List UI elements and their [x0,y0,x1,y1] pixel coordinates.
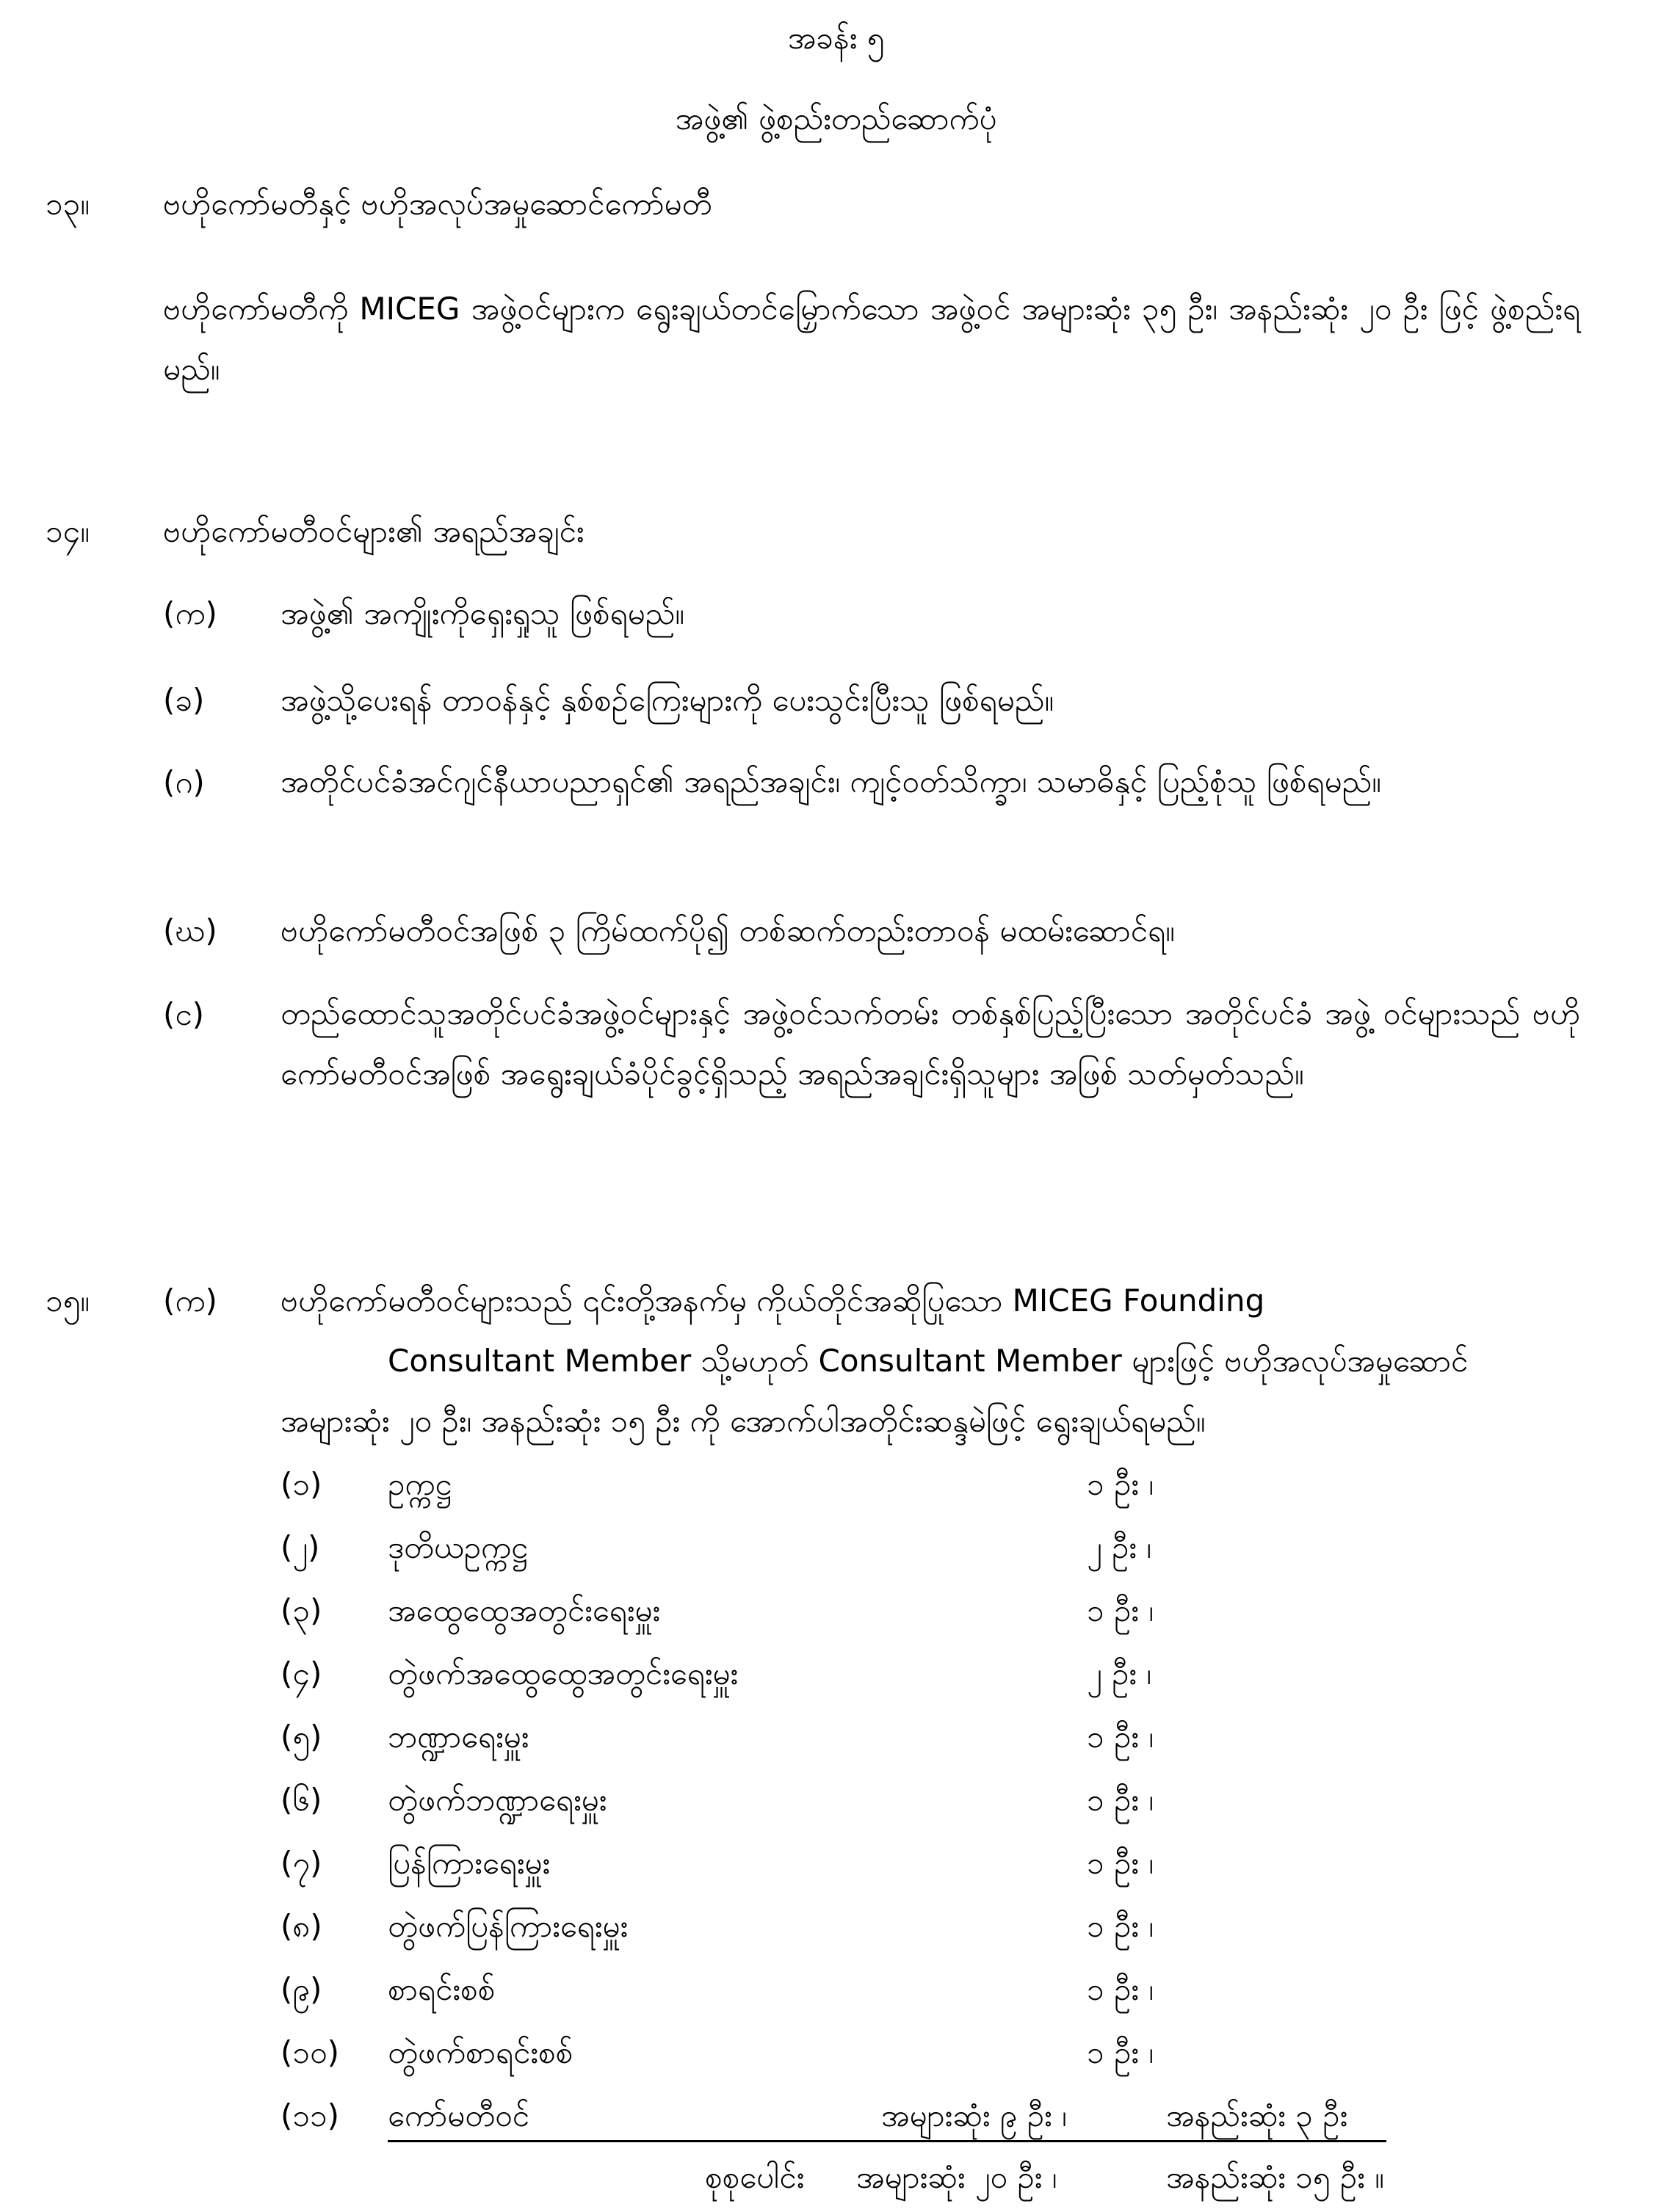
section-heading: ဗဟိုကော်မတီဝင်များ၏ အရည်အချင်း [163,513,585,549]
section-paragraph: ဗဟိုကော်မတီကို MICEG အဖွဲ့ဝင်များက ရွေးချယ်တင်မြှောက်သော အဖွဲ့ဝင် အများဆုံး ၃၅ ဦး၊ အနည်းဆုံး ၂၀ ဦး ဖြင့် ဖွဲ့စည်းရမည်။ [163,291,1581,387]
position-count: ၂ ဦး ၊ [1087,1529,1151,1565]
position-count: ၁ ဦး ၊ [1087,1845,1154,1881]
position-count: ၁ ဦး ၊ [1087,1719,1154,1755]
position-number: (၁၁) [281,2097,340,2133]
position-title: ဘဏ္ဍာရေးမှူး [388,1719,529,1755]
section-intro-line: အများဆုံး ၂၀ ဦး၊ အနည်းဆုံး ၁၅ ဦး ကို အောက်ပါအတိုင်းဆန္ဒမဲဖြင့် ရွေးချယ်ရမည်။ [281,1403,1206,1439]
position-number: (၇) [281,1845,322,1881]
position-count: ၂ ဦး ၊ [1087,1656,1151,1691]
position-title: အထွေထွေအတွင်းရေးမှူး [388,1592,661,1628]
position-title: ကော်မတီဝင် [388,2097,529,2133]
position-max-count: အများဆုံး ၉ ဦး ၊ [881,2097,1067,2133]
section-intro-line: ဗဟိုကော်မတီဝင်များသည် ၎င်းတို့အနက်မှ ကိုယ်တိုင်အဆိုပြုသော MICEG Founding [281,1283,1265,1319]
position-count: ၁ ဦး ၊ [1087,2034,1154,2070]
position-number: (၄) [281,1656,322,1691]
item-label: (ခ) [163,682,205,718]
total-label: စုစုပေါင်း [705,2159,805,2195]
total-max: အများဆုံး ၂၀ ဦး ၊ [856,2159,1057,2195]
position-number: (၅) [281,1719,322,1755]
item-label: (က) [163,595,217,631]
section-heading: ဗဟိုကော်မတီနှင့် ဗဟိုအလုပ်အမှုဆောင်ကော်မတီ [163,186,712,222]
position-number: (၉) [281,1971,322,2007]
position-count: ၁ ဦး ၊ [1087,1592,1154,1628]
position-title: တွဲဖက်စာရင်းစစ် [388,2034,573,2070]
position-title: ဒုတိယဥက္ကဋ္ဌ [388,1529,528,1565]
item-label: (ဂ) [163,764,205,800]
item-text: တည်ထောင်သူအတိုင်ပင်ခံအဖွဲ့ဝင်များနှင့် အဖွဲ့ဝင်သက်တမ်း တစ်နှစ်ပြည့်ပြီးသော အတိုင်ပင်ခံ အဖွဲ့ ဝင်များသည် ဗဟိုကော်မတီဝင်အဖြစ် အရွေးချယ်ခံပိုင်ခွင့်ရှိသည့် အရည်အချင်းရှိသူများ အဖြစ် သတ်မှတ်သည်။ [281,996,1580,1092]
position-count: ၁ ဦး ၊ [1087,1908,1154,1944]
item-text: အတိုင်ပင်ခံအင်ဂျင်နီယာပညာရှင်၏ အရည်အချင်း၊ ကျင့်ဝတ်သိက္ခာ၊ သမာဓိနှင့် ပြည့်စုံသူ ဖြစ်ရမည်။ [281,764,1381,799]
position-count: ၁ ဦး ၊ [1087,1782,1154,1818]
section-number: ၁၄။ [46,513,90,549]
section-number: ၁၅။ [46,1283,90,1319]
item-text: ဗဟိုကော်မတီဝင်အဖြစ် ၃ ကြိမ်ထက်ပို၍ တစ်ဆက်တည်းတာဝန် မထမ်းဆောင်ရ။ [281,913,1175,949]
chapter-title: အဖွဲ့၏ ဖွဲ့စည်းတည်ဆောက်ပုံ [675,101,997,137]
position-number: (၁၀) [281,2034,340,2070]
section-intro-line: Consultant Member သို့မဟုတ် Consultant Member များဖြင့် ဗဟိုအလုပ်အမှုဆောင် [388,1343,1469,1379]
chapter-number: အခန်း ၅ [787,20,885,56]
position-title: ဥက္ကဋ္ဌ [388,1466,452,1502]
position-title: တွဲဖက်ပြန်ကြားရေးမှူး [388,1908,629,1944]
total-min: အနည်းဆုံး ၁၅ ဦး ။ [1166,2159,1384,2195]
section-number: ၁၃။ [46,186,90,222]
position-min-count: အနည်းဆုံး ၃ ဦး [1166,2097,1348,2133]
position-title: တွဲဖက်အထွေထွေအတွင်းရေးမှူး [388,1656,739,1691]
position-title: စာရင်းစစ် [388,1971,496,2007]
position-title: တွဲဖက်ဘဏ္ဍာရေးမှူး [388,1782,607,1818]
position-number: (၃) [281,1592,322,1628]
item-text: အဖွဲ့သို့ပေးရန် တာဝန်နှင့် နှစ်စဉ်ကြေးများကို ပေးသွင်းပြီးသူ ဖြစ်ရမည်။ [281,682,1054,718]
position-number: (၂) [281,1529,320,1565]
position-number: (၁) [281,1466,322,1502]
item-label: (င) [163,996,205,1032]
position-count: ၁ ဦး ၊ [1087,1466,1154,1502]
position-count: ၁ ဦး ၊ [1087,1971,1154,2007]
item-text: အဖွဲ့၏ အကျိုးကိုရှေးရှုသူ ဖြစ်ရမည်။ [281,595,684,631]
position-number: (၆) [281,1782,322,1818]
item-label: (က) [163,1283,217,1319]
item-label: (ဃ) [163,913,217,949]
position-title: ပြန်ကြားရေးမှူး [388,1845,551,1881]
position-number: (၈) [281,1908,322,1944]
total-underline [388,2140,1386,2142]
